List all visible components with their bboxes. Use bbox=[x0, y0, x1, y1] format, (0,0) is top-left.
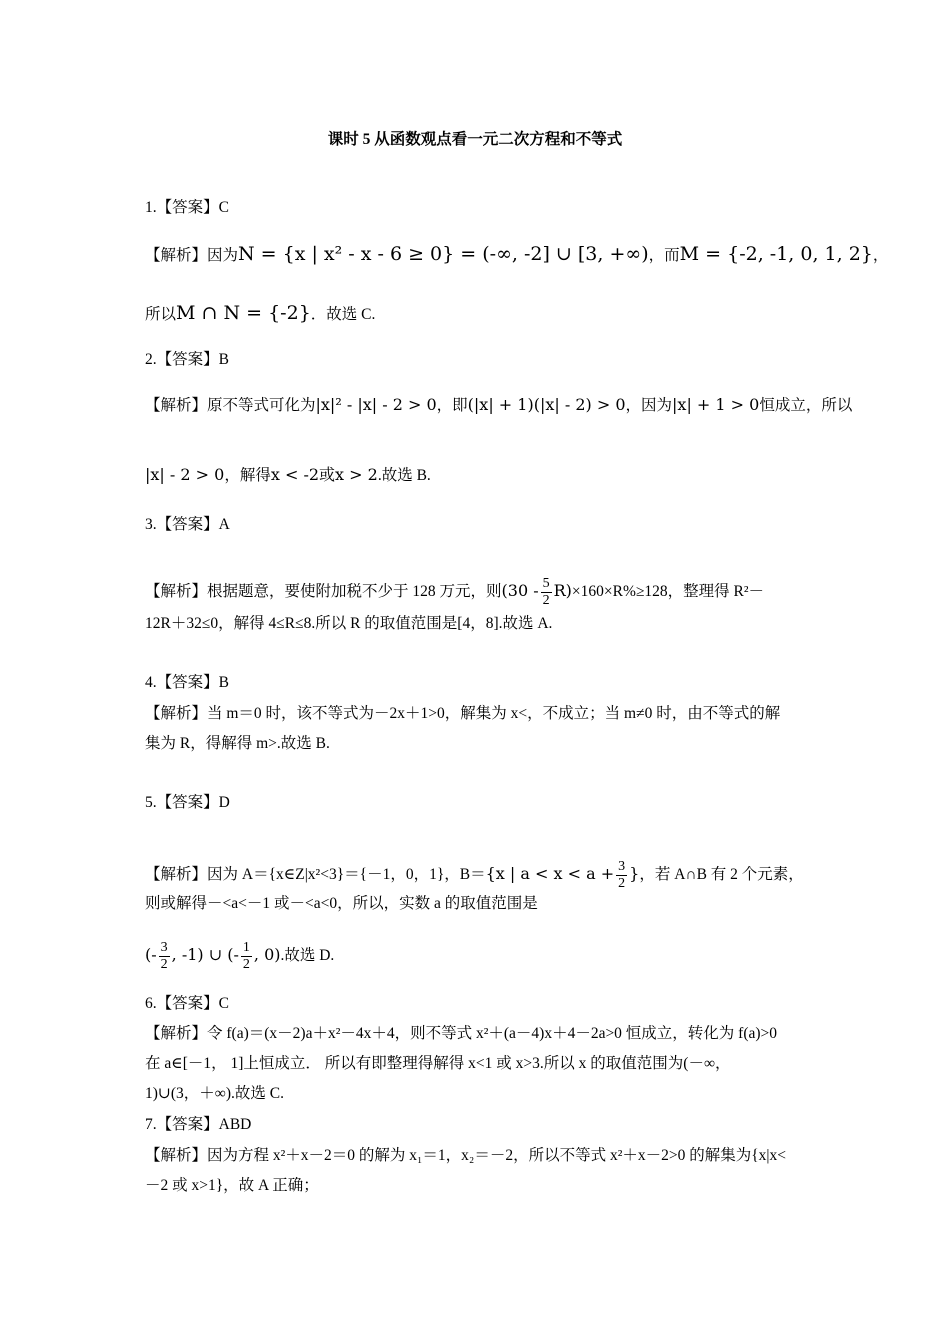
q5-range-fraction-2-denominator: 2 bbox=[242, 956, 250, 972]
q3-formula-close: R) bbox=[553, 581, 572, 600]
q5-range-part-b: , -1) ∪ (- bbox=[171, 945, 239, 964]
q3-fraction bbox=[541, 576, 552, 609]
q5-formula-b-close: } bbox=[629, 864, 640, 883]
q5-analysis-line3 bbox=[145, 935, 830, 976]
q5-analysis-line2: 则或解得－<a<－1 或－<a<0，所以，实数 a 的取值范围是 bbox=[145, 895, 538, 912]
q1-analysis-line1 bbox=[145, 243, 889, 266]
q1-line2-prefix: 所以 bbox=[145, 306, 177, 323]
q2-formula-2: (|x| + 1)(|x| - 2) > 0 bbox=[467, 395, 626, 414]
q3-analysis-text: 【解析】根据题意，要使附加税不少于 128 万元，则 bbox=[145, 583, 502, 600]
q1-analysis-line2 bbox=[145, 303, 830, 325]
q3-formula-open: (30 - bbox=[501, 581, 539, 600]
q5-range-fraction-2 bbox=[241, 940, 252, 973]
q2-formula-3: |x| + 1 > 0 bbox=[672, 395, 760, 414]
q6-answer: 6.【答案】C bbox=[145, 995, 229, 1012]
q4-analysis-line2: 集为 R，得解得 m>.故选 B. bbox=[145, 735, 330, 752]
q2-text-ji: ，即 bbox=[436, 397, 468, 414]
q2-text-heng: 恒成立，所以 bbox=[759, 397, 853, 414]
q1-text-er: ，而 bbox=[648, 247, 680, 264]
q1-formula-mn: M ∩ N = {-2} bbox=[176, 302, 311, 324]
q2-text-end: .故选 B. bbox=[377, 467, 431, 484]
q2-text-jiede: ，解得 bbox=[224, 467, 271, 484]
q2-formula-1: |x|² - |x| - 2 > 0 bbox=[315, 395, 437, 414]
q5-range-part-a: (- bbox=[145, 945, 157, 964]
q5-fraction bbox=[616, 859, 627, 892]
q1-analysis-prefix: 【解析】因为 bbox=[145, 247, 239, 264]
q1-line2-suffix: ．故选 C. bbox=[310, 306, 376, 323]
q2-analysis-line2 bbox=[145, 465, 830, 486]
q5-line3-end: .故选 D. bbox=[280, 947, 335, 964]
q5-range-fraction-1-denominator: 2 bbox=[160, 956, 168, 972]
q2-text-yinwei: ，因为 bbox=[625, 397, 673, 414]
q6-analysis-line2: 在 a∈[－1， 1]上恒成立． 所以有即整理得解得 x<1 或 x>3.所以 x 的取值范围为(－∞， bbox=[145, 1055, 731, 1072]
q5-range-fraction-1 bbox=[159, 940, 170, 973]
q7-analysis-line1: 【解析】因为方程 x²＋x－2＝0 的解为 x₁＝1，x₂＝－2，所以不等式 x²＋x－2>0 的解集为{x|x< bbox=[145, 1147, 787, 1164]
q2-formula-5: x < -2或x > 2 bbox=[270, 465, 378, 484]
page-title: 课时 5 从函数观点看一元二次方程和不等式 bbox=[327, 131, 623, 148]
q3-analysis-line2: 12R＋32≤0，解得 4≤R≤8.所以 R 的取值范围是[4，8].故选 A. bbox=[145, 615, 553, 632]
q2-formula-4: |x| - 2 > 0 bbox=[145, 465, 225, 484]
q1-answer: 1.【答案】C bbox=[145, 199, 229, 216]
q3-analysis-line1 bbox=[145, 573, 830, 610]
q3-answer: 3.【答案】A bbox=[145, 516, 230, 533]
q3-fraction-denominator: 2 bbox=[542, 592, 550, 608]
q3-fraction-numerator: 5 bbox=[542, 575, 550, 591]
q5-analysis-text: 【解析】因为 A＝{x∈Z|x²<3}＝{－1，0，1}，B＝ bbox=[145, 866, 486, 883]
q3-analysis-rest: ×160×R%≥128，整理得 R²－ bbox=[571, 583, 765, 600]
q5-formula-b: {x | a < x < a + bbox=[485, 864, 615, 883]
q7-analysis-line2: －2 或 x>1}，故 A 正确； bbox=[145, 1177, 319, 1194]
q1-formula-n: N = {x | x² - x - 6 ≥ 0} = (-∞, -2] ∪ [3, +∞) bbox=[238, 243, 649, 265]
q5-analysis-rest: ，若 A∩B 有 2 个元素， bbox=[639, 866, 804, 883]
q5-range-part-c: , 0) bbox=[253, 945, 281, 964]
q6-analysis-line1: 【解析】令 f(a)＝(x－2)a＋x²－4x＋4，则不等式 x²＋(a－4)x＋4－2a>0 恒成立，转化为 f(a)>0 bbox=[145, 1025, 778, 1042]
q2-answer: 2.【答案】B bbox=[145, 351, 229, 368]
q4-answer: 4.【答案】B bbox=[145, 674, 229, 691]
q6-analysis-line3: 1)∪(3，＋∞).故选 C. bbox=[145, 1085, 284, 1102]
q5-range-fraction-1-numerator: 3 bbox=[160, 939, 168, 955]
q5-analysis-line1 bbox=[145, 856, 830, 893]
q5-fraction-numerator: 3 bbox=[618, 858, 626, 874]
q5-fraction-denominator: 2 bbox=[618, 875, 626, 891]
q2-analysis-line1 bbox=[145, 395, 853, 416]
q7-answer: 7.【答案】ABD bbox=[145, 1116, 252, 1133]
q4-analysis-line1: 【解析】当 m＝0 时，该不等式为－2x＋1>0，解集为 x<，不成立；当 m≠0 时，由不等式的解 bbox=[145, 705, 781, 722]
q1-comma: ， bbox=[872, 247, 889, 264]
q5-range-fraction-2-numerator: 1 bbox=[242, 939, 250, 955]
q1-formula-m: M = {-2, -1, 0, 1, 2} bbox=[679, 243, 873, 265]
q2-analysis-prefix: 【解析】原不等式可化为 bbox=[145, 397, 316, 414]
q5-answer: 5.【答案】D bbox=[145, 794, 230, 811]
